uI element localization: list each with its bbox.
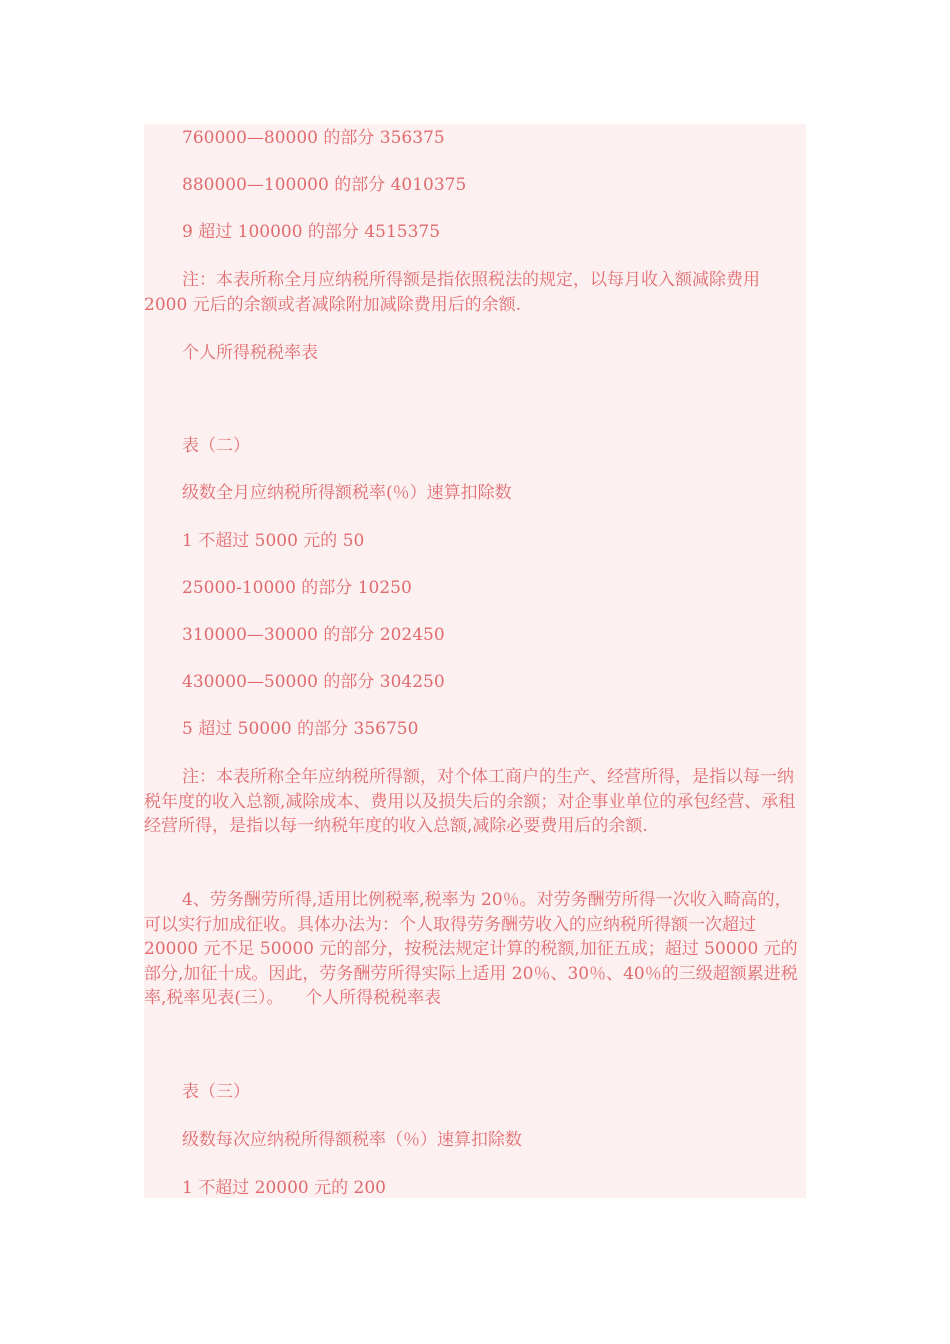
note-table-1: 注：本表所称全月应纳税所得额是指依照税法的规定，以每月收入额减除费用 2000 元后的余额或者减除附加减除费用后的余额. (144, 270, 782, 315)
table-2-row-4: 430000—50000 的部分 304250 (182, 672, 445, 692)
table-2-header: 级数全月应纳税所得额税率(％）速算扣除数 (182, 483, 512, 503)
table-2-row-3: 310000—30000 的部分 202450 (182, 625, 445, 645)
tax-bracket-line-9: 9 超过 100000 的部分 4515375 (182, 222, 441, 242)
section-heading-tax-table: 个人所得税税率表 (182, 343, 318, 363)
note-table-2: 注：本表所称全年应纳税所得额，对个体工商户的生产、经营所得，是指以每一纳税年度的收入总额,减除成本、费用以及损失后的余额；对企事业单位的承包经营、承租经营所得，是指以每一纳税年度的收入总额,减除必要费用后的余额. (144, 767, 796, 836)
table-2-row-2: 25000-10000 的部分 10250 (182, 578, 412, 598)
paragraph-labor-income: 4、劳务酬劳所得,适用比例税率,税率为 20％。对劳务酬劳所得一次收入畸高的，可以实行加成征收。具体办法为：个人取得劳务酬劳收入的应纳税所得额一次超过 20000 元不足 50000 元的部分，按税法规定计算的税额,加征五成；超过 50000 元的部分,加征十成。因此，劳务酬劳所得实际上适用 20％、30％、40％的三级超额累进税率,税率见表(三）。 个人所得税税率表 (144, 890, 798, 1008)
table-3-row-1: 1 不超过 20000 元的 200 (182, 1178, 386, 1198)
table-3-header: 级数每次应纳税所得额税率（％）速算扣除数 (182, 1130, 522, 1150)
table-3-title: 表（三） (182, 1082, 250, 1102)
table-2-title: 表（二） (182, 436, 250, 456)
table-2-row-5: 5 超过 50000 的部分 356750 (182, 719, 419, 739)
table-2-row-1: 1 不超过 5000 元的 50 (182, 531, 365, 551)
tax-bracket-line-8: 880000—100000 的部分 4010375 (182, 175, 467, 195)
tax-bracket-line-7: 760000—80000 的部分 356375 (182, 128, 445, 148)
